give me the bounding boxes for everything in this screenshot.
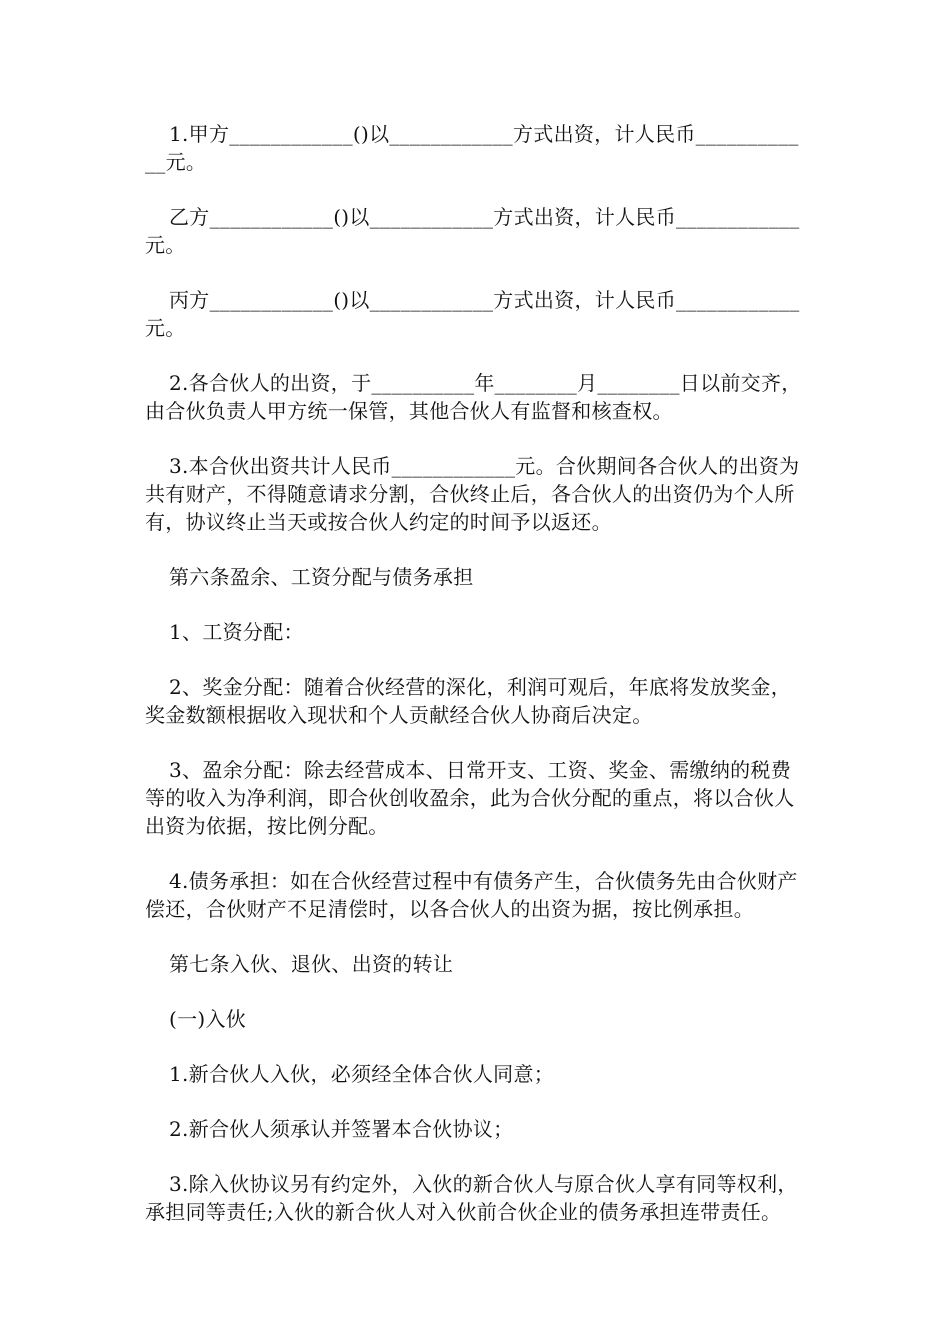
- paragraph-bonus-distribution: 2、奖金分配：随着合伙经营的深化，利润可观后，年底将发放奖金，奖金数额根据收入现状和个人贡献经合伙人协商后决定。: [145, 675, 792, 727]
- section-heading-article-7: 第七条入伙、退伙、出资的转让: [169, 952, 454, 976]
- document-page: [145, 120, 805, 1253]
- paragraph-total-contribution: 3.本合伙出资共计人民币____________元。合伙期间各合伙人的出资为共有财产，不得随意请求分割，合伙终止后，各合伙人的出资仍为个人所有，协议终止当天或按合伙人约定的时间予以返还。: [145, 454, 800, 534]
- paragraph-contribution-party-c: 丙方____________()以____________方式出资，计人民币____________元。: [145, 288, 800, 340]
- paragraph-admission-sign: 2.新合伙人须承认并签署本合伙协议；: [169, 1117, 514, 1141]
- paragraph-contribution-party-a: 1.甲方____________()以____________方式出资，计人民币____________元。: [145, 122, 799, 174]
- paragraph-contribution-party-b: 乙方____________()以____________方式出资，计人民币____________元。: [145, 205, 800, 257]
- paragraph-surplus-distribution: 3、盈余分配：除去经营成本、日常开支、工资、奖金、需缴纳的税费等的收入为净利润，即合伙创收盈余，此为合伙分配的重点，将以合伙人出资为依据，按比例分配。: [145, 758, 795, 838]
- paragraph-contribution-deadline: 2.各合伙人的出资，于__________年________月________日以前交齐，由合伙负责人甲方统一保管，其他合伙人有监督和核查权。: [145, 371, 802, 423]
- section-heading-article-6: 第六条盈余、工资分配与债务承担: [169, 565, 474, 589]
- paragraph-salary-distribution: 1、工资分配：: [169, 620, 304, 644]
- paragraph-admission-consent: 1.新合伙人入伙，必须经全体合伙人同意；: [169, 1062, 555, 1086]
- paragraph-debt-bearing: 4.债务承担：如在合伙经营过程中有债务产生，合伙债务先由合伙财产偿还，合伙财产不足清偿时，以各合伙人的出资为据，按比例承担。: [145, 869, 798, 921]
- subheading-admission: (一)入伙: [169, 1007, 247, 1031]
- paragraph-admission-rights: 3.除入伙协议另有约定外，入伙的新合伙人与原合伙人享有同等权利，承担同等责任;入伙的新合伙人对入伙前合伙企业的债务承担连带责任。: [145, 1172, 798, 1224]
